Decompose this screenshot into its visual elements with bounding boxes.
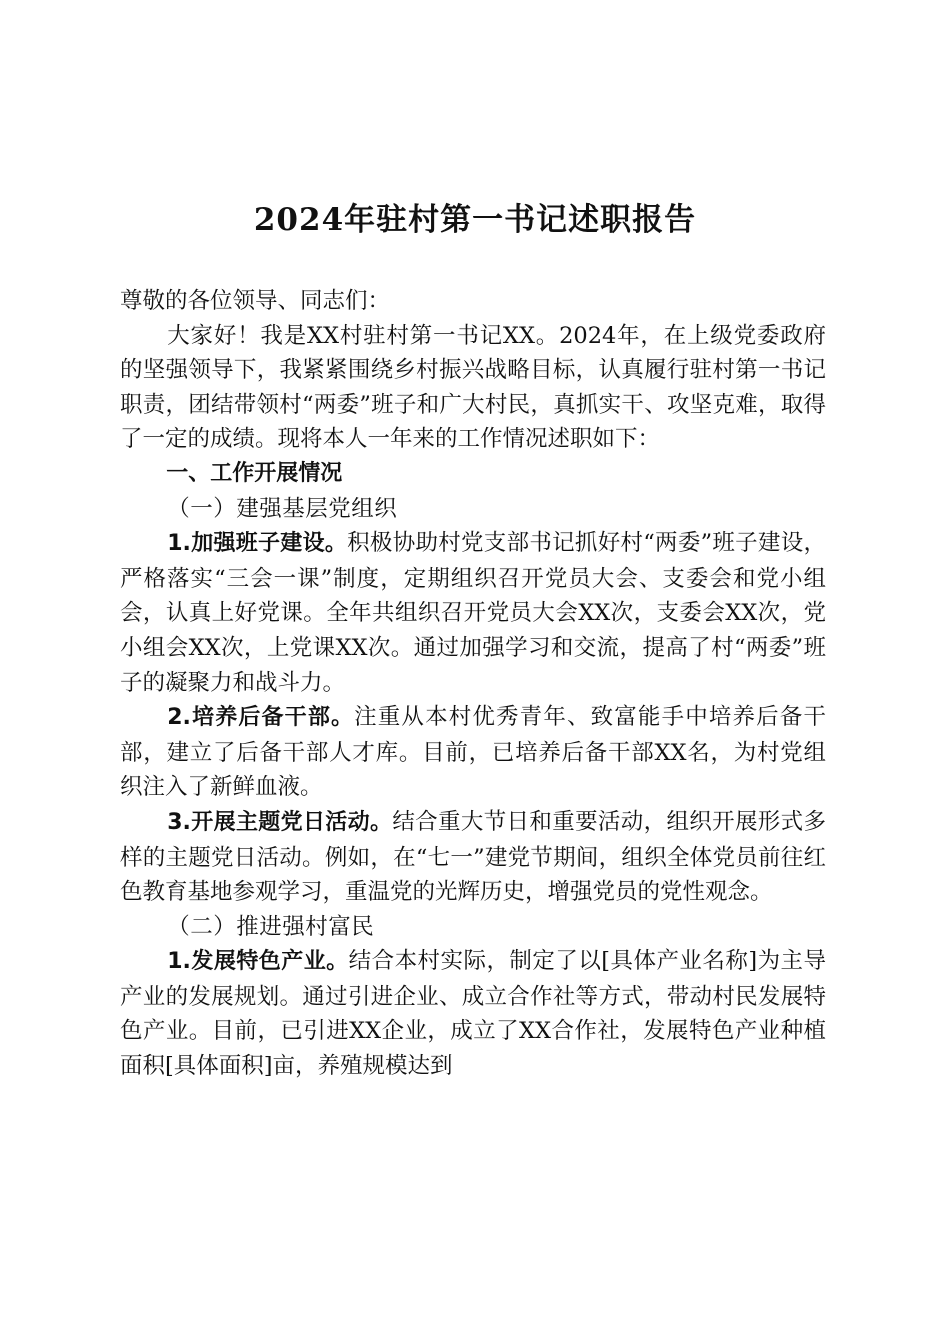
item-text: 积极协助村党支部书记抓好村“两委”班子建设，严格落实“三会一课”制度，定期组织召开党员大会、支委会和党小组会，认真上好党课。全年共组织召开党员大会XX次，支委会XX次，党小组会XX次，上党课XX次。通过加强学习和交流，提高了村“两委”班子的凝聚力和战斗力。 [120, 530, 826, 696]
item-lead: 1.加强班子建设。 [167, 531, 348, 557]
item-lead: 1.发展特色产业。 [167, 949, 349, 975]
paragraph-item-1-1 [120, 526, 826, 700]
salutation: 尊敬的各位领导、同志们： [120, 288, 391, 314]
subsection-heading-2: （二）推进强村富民 [167, 913, 375, 940]
subsection-heading-1: （一）建强基层党组织 [167, 495, 398, 522]
paragraph-item-2-1 [120, 944, 826, 1083]
item-text: 结合本村实际，制定了以[具体产业名称]为主导产业的发展规划。通过引进企业、成立合作社等方式，带动村民发展特色产业。目前，已引进XX企业，成立了XX合作社，发展特色产业种植面积[具体面积]亩，养殖规模达到 [120, 948, 827, 1080]
intro-paragraph: 大家好！我是XX村驻村第一书记XX。2024年，在上级党委政府的坚强领导下，我紧紧围绕乡村振兴战略目标，认真履行驻村第一书记职责，团结带领村“两委”班子和广大村民，真抓实干、攻坚克难，取得了一定的成绩。现将本人一年来的工作情况述职如下： [120, 322, 826, 453]
item-lead: 3.开展主题党日活动。 [167, 809, 393, 835]
section-heading-1: 一、工作开展情况 [166, 460, 343, 486]
item-lead: 2.培养后备干部。 [167, 705, 355, 731]
paragraph-item-1-3 [120, 805, 826, 910]
document-title: 2024年驻村第一书记述职报告 [253, 202, 697, 238]
item-text: 结合重大节日和重要活动，组织开展形式多样的主题党日活动。例如，在“七一”建党节期间，组织全体党员前往红色教育基地参观学习，重温党的光辉历史，增强党员的党性观念。 [120, 808, 826, 906]
item-text: 注重从本村优秀青年、致富能手中培养后备干部，建立了后备干部人才库。目前，已培养后备干部XX名，为村党组织注入了新鲜血液。 [120, 704, 826, 801]
document-body [120, 284, 826, 1084]
paragraph-item-1-2 [120, 700, 826, 805]
